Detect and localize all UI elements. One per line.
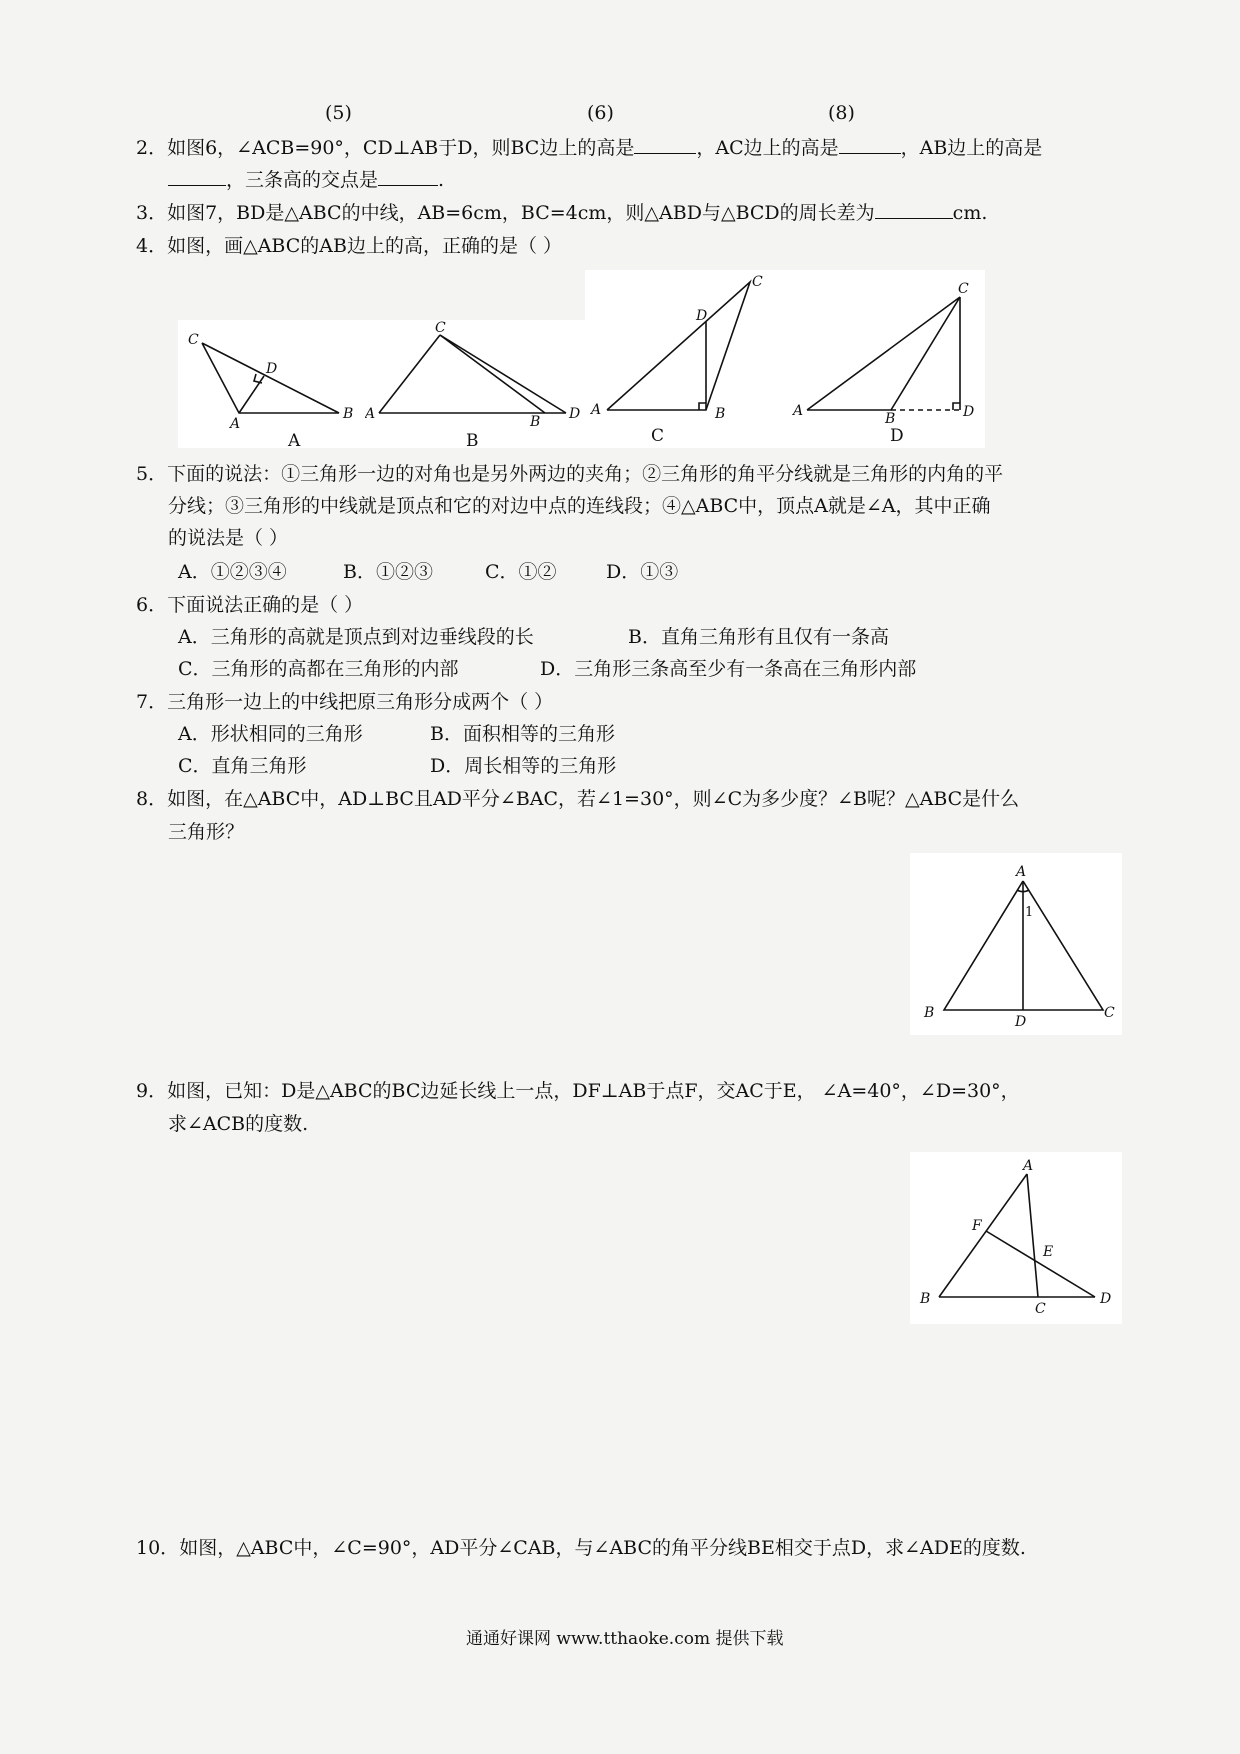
point-label-b: B [885,411,896,427]
answer-blank [168,169,226,186]
question-number: 2． [136,137,168,159]
point-label-a: A [1023,1158,1034,1174]
point-label-d: D [696,308,708,324]
point-label-c: C [1035,1301,1046,1317]
question-6 [136,593,363,617]
figure-caption-a: A [288,431,301,448]
point-label-b: B [924,1005,935,1021]
question-number: 7． [136,691,168,713]
question-2-line-1 [136,136,1042,160]
question-number: 6． [136,594,168,616]
point-label-e: E [1043,1244,1054,1260]
point-label-a: A [1016,864,1027,880]
point-label-a: A [793,403,804,419]
question-text: cm. [952,202,988,224]
point-label-a: A [365,406,376,422]
question-text: 如图，已知：D是△ABC的BC边延长线上一点，DF⊥AB于点F，交AC于E， ∠A=40°，∠D=30°， [167,1080,1020,1102]
question-number: 9． [136,1080,168,1102]
question-7 [136,690,553,714]
figure-caption-c: C [651,426,665,446]
point-label-c: C [1104,1005,1115,1021]
answer-blank [634,137,696,154]
answer-blank [875,202,953,219]
question-number: 5． [136,463,168,485]
question-8-line-1 [136,787,1019,811]
question-9-line-1 [136,1079,1020,1103]
question-text: ，AC边上的高是 [696,137,839,159]
question-4 [136,234,562,258]
question-number: 8． [136,788,168,810]
point-label-d: D [1015,1014,1027,1030]
point-label-b: B [530,414,541,430]
question-2-line-2 [168,168,444,192]
page-footer: 通通好课网 www.tthaoke.com 提供下载 [466,1629,784,1649]
option-a: A．三角形的高就是顶点到对边垂线段的长 [178,626,534,648]
point-label-d: D [963,404,975,420]
question-text: 如图，在△ABC中，AD⊥BC且AD平分∠BAC，若∠1=30°，则∠C为多少度？∠B呢？△ABC是什么 [167,788,1020,810]
option-c: C．三角形的高都在三角形的内部 [178,658,459,680]
question-text: 下面说法正确的是（ ） [167,594,364,616]
point-label-d: D [569,406,581,422]
question-text: 如图6，∠ACB=90°，CD⊥AB于D，则BC边上的高是 [167,137,635,159]
option-d: D．三角形三条高至少有一条高在三角形内部 [540,658,917,680]
answer-blank [839,137,901,154]
option-b: B．面积相等的三角形 [430,723,615,745]
question-text: . [438,169,445,191]
point-label-a: A [230,416,241,432]
point-label-c: C [188,332,199,348]
option-a: A．①②③④ [178,561,287,583]
question-5-line-2: 分线；③三角形的中线就是顶点和它的对边中点的连线段；④△ABC中，顶点A就是∠A，其中正确 [168,495,991,517]
point-label-f: F [972,1218,982,1234]
question-text: 如图，画△ABC的AB边上的高，正确的是（ ） [167,235,563,257]
option-c: C．①② [485,561,557,583]
question-5-line-1 [136,462,1003,486]
point-label-d: D [1100,1291,1112,1307]
question-text: 如图7，BD是△ABC的中线，AB=6cm，BC=4cm，则△ABD与△BCD的周长差为 [167,202,875,224]
point-label-c: C [958,281,969,297]
question-text: ，AB边上的高是 [900,137,1043,159]
figure-option-c [585,270,765,448]
option-b: B．①②③ [343,561,433,583]
fig-label-8: (8) [828,102,855,124]
point-label-c: C [752,274,763,290]
question-9-line-2: 求∠ACB的度数. [168,1113,309,1135]
fig-label-6: (6) [587,102,614,124]
figure-option-a [178,320,353,448]
option-d: D．周长相等的三角形 [430,755,617,777]
question-number: 3． [136,202,168,224]
question-text: 三角形一边上的中线把原三角形分成两个（ ） [167,691,554,713]
question-text: ，三条高的交点是 [226,169,379,191]
option-a: A．形状相同的三角形 [178,723,363,745]
option-b: B．直角三角形有且仅有一条高 [628,626,889,648]
option-c: C．直角三角形 [178,755,307,777]
question-number: 4． [136,235,168,257]
fig-label-5: (5) [325,102,352,124]
option-d: D．①③ [606,561,679,583]
angle-label-1: 1 [1025,905,1034,920]
question-number: 10． [136,1537,180,1559]
question-text: 如图，△ABC中，∠C=90°，AD平分∠CAB，与∠ABC的角平分线BE相交于点D，求∠ADE的度数. [179,1537,1026,1559]
figure-option-b [365,320,585,448]
point-label-a: A [591,402,602,418]
answer-blank [378,169,438,186]
figure-question-8 [910,853,1122,1035]
point-label-c: C [435,320,446,336]
question-5-line-3: 的说法是（ ） [168,527,289,549]
question-3 [136,201,987,225]
point-label-b: B [343,406,353,422]
figure-caption-b: B [466,431,479,448]
point-label-b: B [715,406,726,422]
point-label-b: B [920,1291,931,1307]
figure-option-d [785,270,985,448]
question-10 [136,1536,1026,1560]
question-8-line-2: 三角形？ [168,821,245,843]
figure-question-9 [910,1152,1122,1324]
figure-caption-d: D [890,426,904,446]
point-label-d: D [266,361,278,377]
question-text: 下面的说法：①三角形一边的对角也是另外两边的夹角；②三角形的角平分线就是三角形的内角的平 [167,463,1004,485]
